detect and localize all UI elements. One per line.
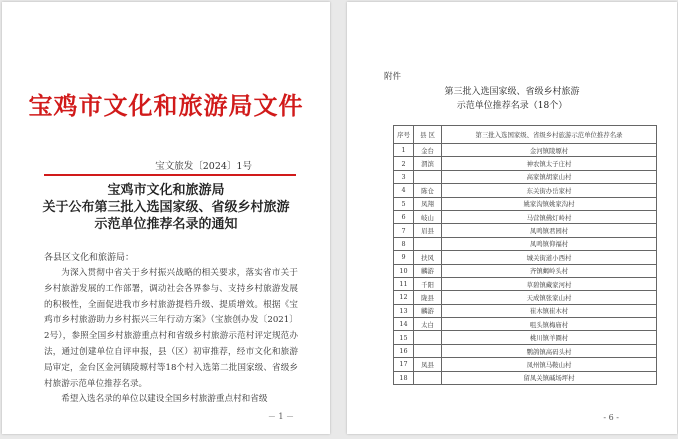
cell-village-name: 金河镇陵塬村 — [442, 144, 657, 157]
notice-body — [44, 266, 298, 408]
page-number: － 1 － — [267, 412, 294, 421]
cell-county: 金台 — [414, 144, 442, 157]
table-row — [394, 184, 657, 197]
cell-village-name: 鹦鸽镇高码头村 — [442, 344, 657, 357]
cell-county: 麟游 — [414, 304, 442, 317]
header-seq: 序号 — [394, 126, 414, 144]
table-row — [394, 170, 657, 183]
cell-village-name: 凤州镇马鞍山村 — [442, 358, 657, 371]
cell-county — [414, 371, 442, 384]
cell-seq: 18 — [394, 371, 414, 384]
cell-county: 千阳 — [414, 277, 442, 290]
cell-seq: 6 — [394, 210, 414, 223]
attachment-label: 附件 — [384, 72, 402, 82]
header-county: 县 区 — [414, 126, 442, 144]
cell-village-name: 神农镇太子庄村 — [442, 157, 657, 170]
red-divider-line — [44, 174, 296, 176]
table-row — [394, 210, 657, 223]
cell-county — [414, 331, 442, 344]
cell-village-name: 咀头镇梅庙村 — [442, 318, 657, 331]
table-row — [394, 237, 657, 250]
cell-county — [414, 344, 442, 357]
cell-county — [414, 237, 442, 250]
attachment-title — [347, 86, 677, 113]
cell-village-name: 草碧镇藏家河村 — [442, 277, 657, 290]
cell-seq: 14 — [394, 318, 414, 331]
cell-seq: 10 — [394, 264, 414, 277]
cell-village-name: 天成镇张家山村 — [442, 291, 657, 304]
table-header-row — [394, 126, 657, 144]
cell-county: 麟游 — [414, 264, 442, 277]
cell-seq: 13 — [394, 304, 414, 317]
body-paragraph: 为深入贯彻中省关于乡村振兴战略的相关要求，落实省市关于乡村旅游发展的工作部署，调动社会各界参与、支持乡村旅游发展的积极性，全面促进我市乡村旅游提档升级、提质增效。根据《宝鸡市乡村旅游助力乡村振兴三年行动方案》（宝旅创办发〔2021〕2号），参照全国乡村旅游重点村和省级乡村旅游示范村评定规范办法，通过创建单位自评申报，县（区）初审推荐，经市文化和旅游局审定，金台区金河镇陵塬村等18个村入选第二批国家级、省级乡村旅游示范单位推荐名录。 — [44, 268, 298, 389]
cell-village-name: 凤鸣镇仰福村 — [442, 237, 657, 250]
cell-county: 渭滨 — [414, 157, 442, 170]
cell-seq: 11 — [394, 277, 414, 290]
notice-title-line-3: 示范单位推荐名录的通知 — [94, 217, 238, 232]
table-row — [394, 344, 657, 357]
table-row — [394, 224, 657, 237]
cell-seq: 4 — [394, 184, 414, 197]
table-row — [394, 277, 657, 290]
document-number: 宝文旅发〔2024〕1号 — [155, 161, 252, 172]
cell-county: 凤翔 — [414, 197, 442, 210]
table-row — [394, 371, 657, 384]
recommendation-table — [393, 125, 657, 385]
table-row — [394, 304, 657, 317]
cell-village-name: 城关街道小西村 — [442, 251, 657, 264]
notice-title-line-2: 关于公布第三批入选国家级、省级乡村旅游 — [42, 200, 290, 215]
cell-county: 陇县 — [414, 291, 442, 304]
left-page — [2, 2, 330, 434]
attachment-title-line-2: 示范单位推荐名录（18个） — [456, 100, 568, 111]
cell-county: 凤县 — [414, 358, 442, 371]
cell-village-name: 崔木镇崔木村 — [442, 304, 657, 317]
cell-seq: 2 — [394, 157, 414, 170]
cell-seq: 5 — [394, 197, 414, 210]
cell-village-name: 姚家沟镇姚家沟村 — [442, 197, 657, 210]
table-row — [394, 331, 657, 344]
table-row — [394, 144, 657, 157]
attachment-title-line-1: 第三批入选国家级、省级乡村旅游 — [444, 87, 580, 97]
table-row — [394, 197, 657, 210]
cell-seq: 7 — [394, 224, 414, 237]
header-name: 第三批入选国家级、省级乡村旅游示范单位推荐名录 — [442, 126, 657, 144]
right-page — [347, 2, 677, 434]
cell-seq: 9 — [394, 251, 414, 264]
cell-county: 眉县 — [414, 224, 442, 237]
cell-village-name: 齐镇蝎岭头村 — [442, 264, 657, 277]
cell-village-name: 高家镇胡家山村 — [442, 170, 657, 183]
cell-seq: 17 — [394, 358, 414, 371]
cell-county: 陈仓 — [414, 184, 442, 197]
red-header-title: 宝鸡市文化和旅游局文件 — [28, 91, 304, 120]
table-row — [394, 264, 657, 277]
cell-county: 扶风 — [414, 251, 442, 264]
cell-village-name: 留凤关镇碱场坪村 — [442, 371, 657, 384]
page-number: - 6 - — [603, 413, 619, 422]
cell-seq: 15 — [394, 331, 414, 344]
table-row — [394, 157, 657, 170]
salutation: 各县区文化和旅游局： — [44, 253, 135, 263]
table-row — [394, 358, 657, 371]
cell-county: 岐山 — [414, 210, 442, 223]
cell-county: 太白 — [414, 318, 442, 331]
body-paragraph: 希望入选名录的单位以建设全国乡村旅游重点村和省级 — [61, 394, 268, 405]
cell-county — [414, 170, 442, 183]
notice-title — [22, 182, 310, 233]
notice-title-line-1: 宝鸡市文化和旅游局 — [107, 183, 225, 198]
cell-village-name: 桃川镇羊圈村 — [442, 331, 657, 344]
table-row — [394, 291, 657, 304]
cell-seq: 12 — [394, 291, 414, 304]
cell-seq: 3 — [394, 170, 414, 183]
table-row — [394, 318, 657, 331]
cell-seq: 16 — [394, 344, 414, 357]
table-body — [394, 144, 657, 385]
cell-seq: 1 — [394, 144, 414, 157]
cell-seq: 8 — [394, 237, 414, 250]
cell-village-name: 东关街办岳家村 — [442, 184, 657, 197]
cell-village-name: 凤鸣镇君园村 — [442, 224, 657, 237]
table-row — [394, 251, 657, 264]
cell-village-name: 马营镇佛灯岭村 — [442, 210, 657, 223]
